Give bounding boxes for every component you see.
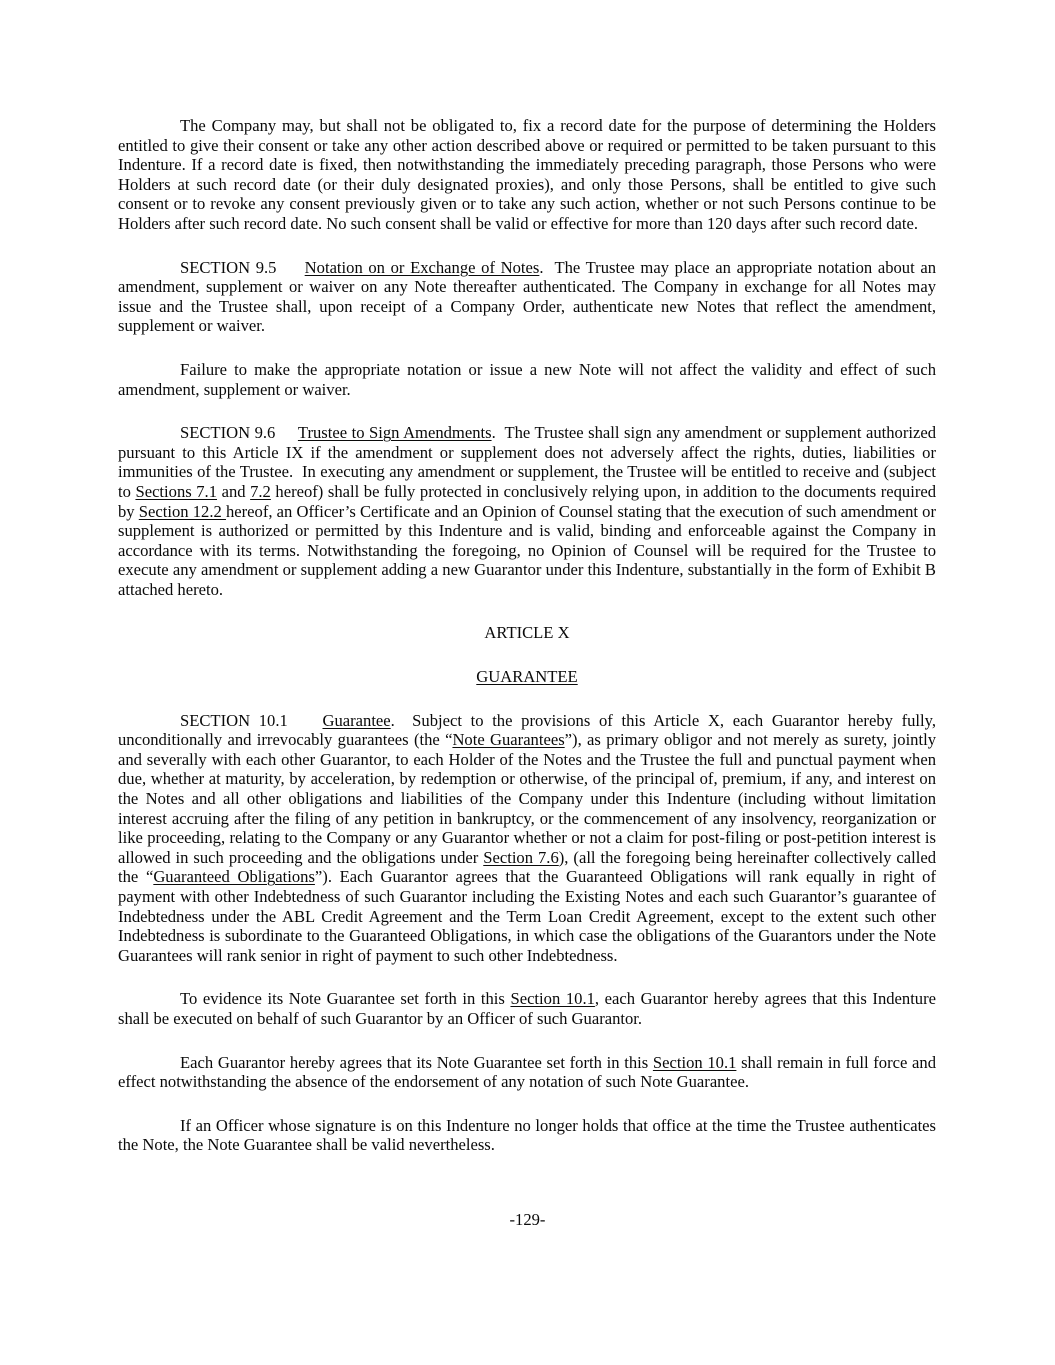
underlined-text: GUARANTEE [476,667,578,687]
underlined-text: Note Guarantees [452,730,565,750]
underlined-text: Sections 7.1 [135,481,218,501]
text-run: . Subject to the provisions of this Article X, each Guarantor hereby fully, unconditionally and irrevocably guarantees (the “ [118,710,936,750]
text-run: SECTION 10.1 [180,710,323,730]
para-each-guarantor [118,1053,936,1092]
underlined-text: Section 7.6 [483,847,559,867]
text-run: ARTICLE X [484,623,570,643]
text-run: hereof, an Officer’s Certificate and an Opinion of Counsel stating that the execution of such amendment or supplement is authorized or permitted by this Indenture and is valid, binding and enforceable against the Company in accordance with its terms. Notwithstanding the foregoing, no Opinion of Counsel will be required for the Trustee to execute any amendment or supplement adding a new Guarantor under this Indenture, substantially in the form of Exhibit B attached hereto. [118,501,936,599]
para-if-officer [118,1116,936,1155]
document-body [118,116,936,1179]
text-run: . The Trustee shall sign any amendment or supplement authorized pursuant to this Article IX if the amendment or supplement does not adversely affect the rights, duties, liabilities or immunities of the Trustee. In executing any amendment or supplement, the Trustee will be entitled to receive and (subject to [118,423,936,501]
para-to-evidence [118,989,936,1028]
text-run: ”), as primary obligor and not merely as surety, jointly and severally with each other Guarantor, to each Holder of the Notes and the Trustee the full and punctual payment when due, whether at maturity, by acceleration, by redemption or otherwise, of the principal of, premium, if any, and interest on the Notes and all other obligations and liabilities of the Company under this Indenture (including without limitation interest accruing after the filing of any petition in bankruptcy, or the commencement of any insolvency, reorganization or like proceeding, relating to the Company or any Guarantor whether or not a claim for post-filing or post-petition interest is allowed in such proceeding and the obligations under [118,730,936,867]
text-run: ), (all the foregoing being hereinafter collectively called the “ [118,847,936,887]
text-run: and [217,481,251,501]
text-run: . The Trustee may place an appropriate notation about an amendment, supplement or waiver on any Note thereafter authenticated. The Company in exchange for all Notes may issue and the Trustee shall, upon receipt of a Company Order, authenticate new Notes that reflect the amendment, supplement or waiver. [118,257,936,336]
section-9-6 [118,423,936,599]
article-x-heading [118,623,936,643]
text-run: To evidence its Note Guarantee set forth in this [180,989,511,1009]
section-10-1 [118,711,936,966]
text-run: , each Guarantor hereby agrees that this Indenture shall be executed on behalf of such Guarantor by an Officer of such Guarantor. [118,989,936,1028]
para-failure-notation [118,360,936,399]
text-run: The Company may, but shall not be obligated to, fix a record date for the purpose of determining the Holders entitled to give their consent or take any other action described above or required or permitted to be taken pursuant to this Indenture. If a record date is fixed, then notwithstanding the immediately preceding paragraph, those Persons who were Holders at such record date (or their duly designated proxies), and only those Persons, shall be entitled to give such consent or to revoke any consent previously given or to take any such action, whether or not such Persons continue to be Holders after such record date. No such consent shall be valid or effective for more than 120 days after such record date. [118,116,936,233]
underlined-text: Section 10.1 [510,989,595,1009]
underlined-text: Guarantee [322,710,391,730]
underlined-text: Guaranteed Obligations [153,867,315,887]
text-run: If an Officer whose signature is on this Indenture no longer holds that office at the time the Trustee authenticates the Note, the Note Guarantee shall be valid nevertheless. [118,1115,936,1155]
underlined-text: Section 10.1 [652,1052,737,1072]
underlined-text: Notation on or Exchange of Notes [304,257,540,277]
text-run: SECTION 9.6 [180,423,298,443]
text-run: ”). Each Guarantor agrees that the Guaranteed Obligations will rank equally in right of payment with other Indebtedness of such Guarantor including the Existing Notes and each such Guarantor’s guarantee of Indebtedness under the ABL Credit Agreement and the Term Loan Credit Agreement, except to the extent such other Indebtedness is subordinate to the Guaranteed Obligations, in which case the obligations of the Guarantors under the Note Guarantees will rank senior in right of payment to such other Indebtedness. [118,867,936,965]
text-run: Each Guarantor hereby agrees that its Note Guarantee set forth in this [180,1052,653,1072]
page-number: -129- [509,1210,546,1229]
text-run: hereof) shall be fully protected in conclusively relying upon, in addition to the documents required by [118,481,937,521]
para-record-date [118,116,936,234]
text-run: shall remain in full force and effect notwithstanding the absence of the endorsement of any notation of such Note Guarantee. [118,1052,936,1092]
text-run: SECTION 9.5 [180,257,305,277]
underlined-text: Section 12.2 [138,501,226,521]
underlined-text: 7.2 [250,481,271,501]
underlined-text: Trustee to Sign Amendments [297,423,492,443]
section-9-5 [118,258,936,336]
text-run: Failure to make the appropriate notation or issue a new Note will not affect the validity and effect of such amendment, supplement or waiver. [118,359,936,399]
guarantee-heading [118,667,936,687]
